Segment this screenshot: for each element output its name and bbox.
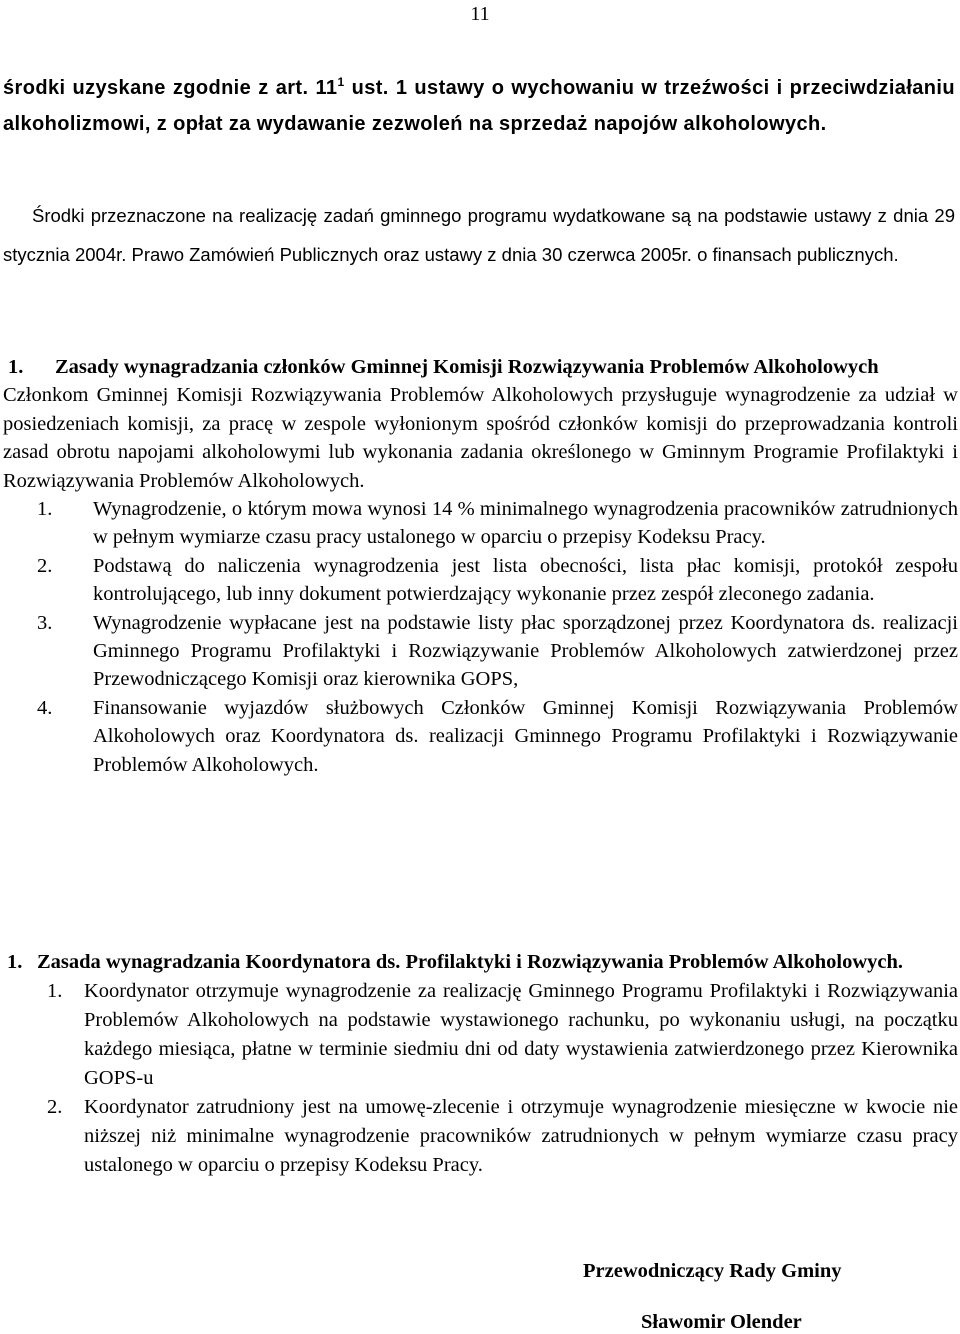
section-heading — [3, 948, 958, 977]
page-number: 11 — [470, 3, 490, 25]
section-intro-text: Członkom Gminnej Komisji Rozwiązywania Problemów Alkoholowych przysługuje wynagrodzenie za udział w posiedzeniach komisji, za pracę w zespole wyłonionym spośród członków komisji do przeprowadzania kontroli zasad obrotu napojami alkoholowymi lub wykonania zadania określonego w Gminnym Programie Profilaktyki i Rozwiązywania Problemów Alkoholowych. — [3, 384, 958, 492]
list-item-text: Wynagrodzenie, o którym mowa wynosi 14 % minimalnego wynagrodzenia pracowników zatrudnionych w pełnym wymiarze czasu pracy ustalonego w oparciu o przepisy Kodeksu Pracy. — [93, 498, 958, 549]
intro-p1-text: środki uzyskane zgodnie z art. 11 — [3, 77, 338, 99]
intro-paragraph-legal-basis: Środki przeznaczone na realizację zadań gminnego programu wydatkowane są na podstawie ustawy z dnia 29 stycznia 2004r. Prawo Zamówień Publicznych oraz ustawy z dnia 30 czerwca 2005r. o finansach publicznych. — [3, 205, 955, 265]
list-item-number: 1. — [37, 498, 53, 521]
intro-p1-superscript: 1 — [337, 75, 345, 89]
list-item-text: Koordynator otrzymuje wynagrodzenie za realizację Gminnego Programu Profilaktyki i Rozwiązywania Problemów Alkoholowych na podstawie wystawionego rachunku, po wykonaniu usługi, na początku każdego miesiąca, płatne w terminie siedmiu dni od daty wystawienia zatwierdzonego przez Kierownika GOPS-u — [84, 980, 958, 1089]
list-item-number: 4. — [37, 696, 53, 719]
list-item-number: 1. — [47, 980, 63, 1002]
section-coordinator-remuneration — [3, 948, 958, 1180]
section-commission-remuneration — [3, 353, 958, 779]
signature-name: Sławomir Olender — [641, 1311, 802, 1333]
section-title: Zasady wynagradzania członków Gminnej Komisji Rozwiązywania Problemów Alkoholowych — [55, 356, 879, 378]
list-item-number: 2. — [47, 1096, 63, 1118]
list-item-text: Finansowanie wyjazdów służbowych Członków Gminnej Komisji Rozwiązywania Problemów Alkoholowych oraz Koordynatora ds. realizacji Gminnego Programu Profilaktyki i Rozwiązywanie Problemów Alkoholowych. — [93, 696, 958, 776]
list-item-text: Wynagrodzenie wypłacane jest na podstawie listy płac sporządzonej przez Koordynatora ds. realizacji Gminnego Programu Profilaktyki i Rozwiązywanie Problemów Alkoholowych zatwierdzonej przez Przewodniczącego Komisji oraz kierownika GOPS, — [93, 611, 958, 691]
list-item — [3, 1093, 958, 1180]
intro-p1-text-cont: ust. 1 ustawy o wychowaniu w trzeźwości i przeciwdziałaniu alkoholizmowi, z opłat za wydawanie zezwoleń na sprzedaż napojów alkoholowych. — [3, 77, 955, 135]
list-item — [3, 495, 958, 552]
section-heading — [3, 353, 958, 381]
section-number: 1. — [7, 951, 23, 973]
intro-paragraph-funding-sources — [3, 70, 955, 142]
list-item — [3, 694, 958, 779]
numbered-list — [3, 495, 958, 779]
list-item — [3, 977, 958, 1093]
section-title: Zasada wynagradzania Koordynatora ds. Profilaktyki i Rozwiązywania Problemów Alkoholowych. — [37, 951, 903, 973]
numbered-list — [3, 977, 958, 1180]
list-item — [3, 609, 958, 694]
list-item-number: 2. — [37, 554, 53, 577]
list-item-number: 3. — [37, 611, 53, 634]
list-item — [3, 552, 958, 609]
list-item-text: Koordynator zatrudniony jest na umowę-zlecenie i otrzymuje wynagrodzenie miesięczne w kwocie nie niższej niż minimalne wynagrodzenie pracowników zatrudnionych w pełnym wymiarze czasu pracy ustalonego w oparciu o przepisy Kodeksu Pracy. — [84, 1096, 958, 1176]
list-item-text: Podstawą do naliczenia wynagrodzenia jest lista obecności, lista płac komisji, protokół zespołu kontrolującego, lub inny dokument potwierdzający wykonanie przez zespół zleconego zadania. — [93, 554, 958, 606]
section-number: 1. — [8, 356, 24, 378]
signature-title: Przewodniczący Rady Gminy — [583, 1260, 842, 1282]
